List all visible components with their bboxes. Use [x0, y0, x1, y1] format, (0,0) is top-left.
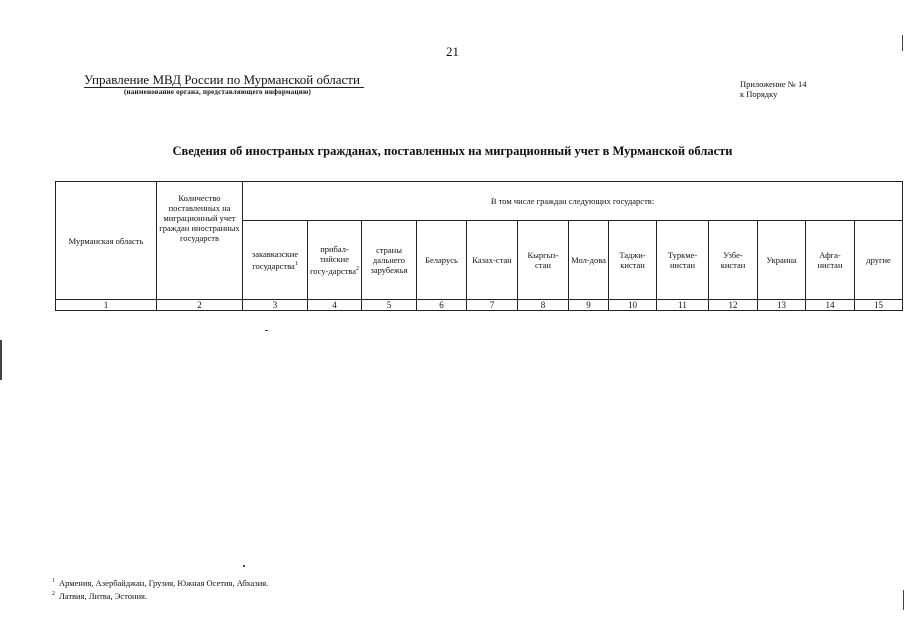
scan-speck: [265, 330, 268, 331]
column-number-12: 12: [709, 300, 758, 311]
column-number-14: 14: [806, 300, 855, 311]
header-row-1: [56, 182, 903, 221]
organization-name: Управление МВД России по Мурманской области: [84, 72, 360, 87]
state-header-4: [417, 221, 467, 300]
column-number-1: 1: [56, 300, 157, 311]
footnote-ref: 1: [294, 261, 298, 268]
state-header-12: [806, 221, 855, 300]
organization-caption: (наименование органа, представляющего информацию): [124, 88, 312, 96]
column-number-11: 11: [657, 300, 709, 311]
footnotes: [52, 576, 268, 602]
footnote-mark: 2: [52, 590, 55, 597]
state-name: Беларусь: [425, 255, 458, 265]
state-name: Украина: [766, 255, 797, 265]
state-header-6: [518, 221, 569, 300]
state-name: страны дальнего зарубежья: [370, 245, 408, 275]
footnote-2: [52, 589, 268, 602]
column-number-7: 7: [467, 300, 518, 311]
state-header-5: [467, 221, 518, 300]
states-group-header: В том числе граждан следующих государств:: [243, 182, 903, 221]
column-number-13: 13: [758, 300, 806, 311]
scan-edge-mark: [903, 590, 904, 610]
column-number-2: 2: [157, 300, 243, 311]
footnote-1: [52, 576, 268, 589]
column-number-3: 3: [243, 300, 308, 311]
column-number-6: 6: [417, 300, 467, 311]
state-name: Мол-дова: [571, 255, 606, 265]
scan-speck: [243, 565, 245, 567]
footnote-ref: 2: [356, 266, 359, 273]
column-number-10: 10: [609, 300, 657, 311]
state-name: закавказские государства: [251, 249, 299, 271]
state-name: прибал-тийские госу-дарства: [310, 244, 356, 276]
region-header: Мурманская область: [56, 182, 157, 300]
footnote-text: Латвия, Литва, Эстония.: [59, 590, 148, 601]
state-name: другие: [866, 255, 891, 265]
column-number-5: 5: [362, 300, 417, 311]
page-number: 21: [446, 44, 459, 59]
state-header-10: [709, 221, 758, 300]
count-header: Количество поставленных на миграционный учет граждан иностранных государств: [157, 182, 243, 300]
appendix-line-1: Приложение № 14: [740, 79, 807, 89]
state-header-1: [243, 221, 308, 300]
footnote-mark: 1: [52, 578, 55, 584]
state-name: Узбе-кистан: [720, 250, 746, 270]
state-header-3: [362, 221, 417, 300]
state-name: Туркме-нистан: [667, 250, 698, 270]
footnote-text: Армения, Азербайджан, Грузия, Южная Осетия, Абхазия.: [59, 577, 269, 588]
state-header-8: [609, 221, 657, 300]
column-number-15: 15: [855, 300, 903, 311]
appendix-line-2: к Порядку: [740, 89, 778, 99]
state-name: Кыргыз-стан: [527, 250, 559, 270]
column-number-row: [56, 300, 903, 311]
state-header-13: [855, 221, 903, 300]
state-name: Афга-нистан: [817, 250, 843, 270]
column-number-9: 9: [569, 300, 609, 311]
column-number-4: 4: [308, 300, 362, 311]
state-header-7: [569, 221, 609, 300]
appendix-note: [740, 79, 806, 99]
state-header-2: [308, 221, 362, 300]
scan-edge-mark: [902, 35, 903, 51]
document-title: Сведения об иностраных гражданах, поставленных на миграционный учет в Мурманской области: [172, 144, 733, 158]
scan-edge-mark: [0, 340, 2, 380]
state-name: Таджи-кистан: [619, 250, 646, 270]
migration-table: [55, 181, 903, 311]
state-header-11: [758, 221, 806, 300]
state-name: Казах-стан: [472, 255, 512, 265]
column-number-8: 8: [518, 300, 569, 311]
state-header-9: [657, 221, 709, 300]
